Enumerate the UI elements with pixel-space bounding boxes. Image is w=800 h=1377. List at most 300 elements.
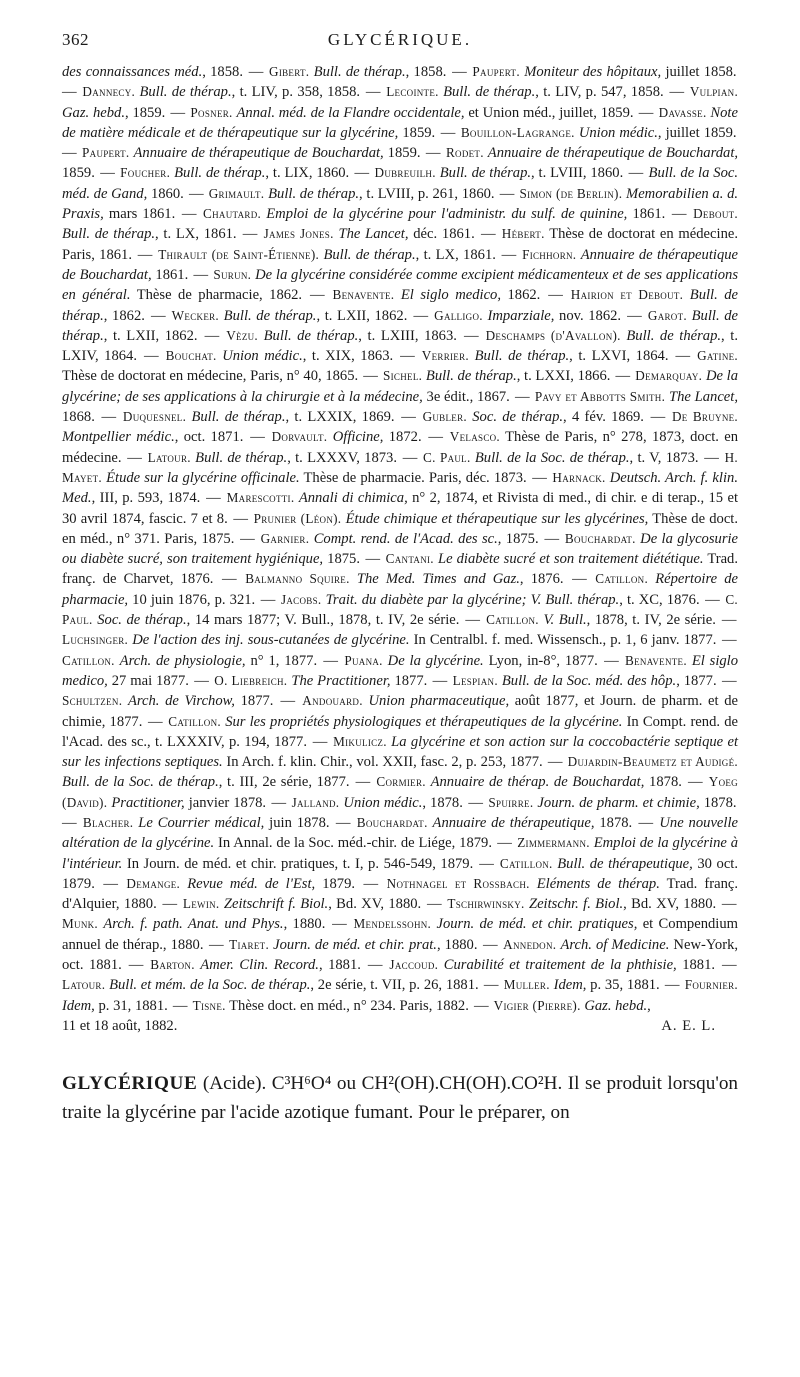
article-qualifier: (Acide). (197, 1072, 272, 1094)
reference-title: Le diabète sucré et son traitement diététique. (437, 551, 704, 568)
reference-details: 1879. (315, 875, 356, 892)
reference-title: Bull. de thérap. (425, 368, 517, 385)
reference-author: C. Paul. (62, 591, 739, 628)
signature-date: 11 et 18 août, 1882. (62, 1017, 178, 1034)
reference-separator: — (716, 957, 737, 974)
reference-details: 1878. (699, 794, 737, 811)
bibliography-reference (175, 206, 665, 222)
reference-title: Annal. méd. de la Flandre occidentale, (236, 104, 465, 121)
reference-author: Balmanno Squire. (245, 571, 350, 587)
bibliography-reference (479, 977, 660, 993)
reference-title: De la glycosurie ou diabète sucré, son traitement hygiénique, (62, 530, 739, 568)
reference-author: Andouard. (302, 693, 363, 709)
reference-separator: — (496, 185, 519, 202)
reference-author: Fournier. (684, 977, 739, 993)
reference-details: 1875. (323, 551, 360, 568)
reference-separator: — (303, 287, 332, 304)
reference-title: Bull. de thérap. (139, 84, 232, 101)
signature-line (62, 1016, 738, 1037)
reference-title: Bull. et mém. de la Soc. de thérap. (109, 977, 311, 994)
reference-details: p. 31, 1881. (94, 997, 168, 1014)
reference-details: n° 1, 1877. (245, 652, 318, 669)
reference-separator: — (422, 896, 446, 913)
reference-separator: — (198, 327, 225, 344)
reference-separator: — (458, 327, 485, 344)
reference-details: , Bd. XV, 1880. (328, 896, 422, 913)
reference-details: 1881. (676, 957, 716, 974)
reference-details: , 4 fév. 1869. (563, 409, 644, 426)
reference-separator: — (541, 287, 570, 304)
bibliography-reference (361, 957, 715, 973)
reference-author: Tschirwinsky. (447, 896, 525, 912)
reference-title: Trait. du diabète par la glycérine; V. Bull. thérap. (325, 591, 620, 608)
reference-author: Demarquay. (635, 368, 703, 384)
reference-title: Bull. de thérap. (263, 327, 359, 344)
reference-author: Puana. (344, 652, 383, 668)
reference-title: Eléments de thérap. (536, 875, 660, 892)
reference-title: Bull. de thérap. (62, 307, 739, 344)
reference-title: Union médic. (343, 794, 423, 811)
reference-details: p. 35, 1881. (586, 977, 660, 994)
reference-author: Bouchardat. (564, 530, 636, 546)
reference-author: Annedon. (503, 936, 557, 952)
reference-separator: — (62, 84, 81, 101)
reference-title: Bull. de thérap. (439, 165, 532, 182)
reference-title: El siglo medico, (62, 652, 739, 689)
bibliography-reference (421, 896, 716, 912)
reference-separator: — (564, 571, 594, 588)
reference-details: 1878. (644, 774, 682, 791)
reference-separator: — (123, 449, 147, 466)
reference-separator: — (62, 814, 82, 831)
reference-details: , 14 mars 1877; V. Bull., 1878, t. IV, 2e série. (186, 612, 460, 629)
reference-details: , t. LXXI, 1866. (516, 368, 611, 385)
bibliography-reference (393, 348, 668, 364)
reference-details: , t. LVIII, 1860. (531, 165, 624, 182)
reference-details: , 1878, t. IV, 2e série. (586, 612, 716, 629)
reference-details: , 1877. (676, 672, 717, 689)
bibliography-reference (427, 673, 716, 689)
reference-title: Étude sur la glycérine officinale. (106, 469, 300, 486)
reference-title: The Practitioner, (291, 672, 391, 689)
reference-title: Arch. de Virchow, (127, 693, 235, 710)
reference-title: Arch. of Medicine. (560, 936, 670, 953)
reference-separator: — (143, 713, 167, 730)
bibliography-reference (213, 571, 563, 587)
reference-author: Galligo. (434, 307, 483, 323)
reference-title: La glycérine et son action sur la coccobactérie septique et sur les infections septiques. (62, 733, 739, 771)
bibliography-reference (189, 673, 427, 689)
reference-details: Thèse de doct. en méd., n° 371. Paris, 1875. (62, 510, 739, 547)
reference-separator: — (611, 368, 634, 385)
bibliography-reference (459, 612, 715, 628)
reference-author: Cormier. (376, 774, 426, 790)
reference-title: Annuaire de thérapeutique, (432, 814, 595, 831)
reference-author: Luchsinger. (62, 632, 129, 648)
reference-details: n° 2, 1874, et Rivista di med., di chir. e di terap., 15 et 30 avril 1874, fascic. 7 et 8. (62, 490, 739, 527)
reference-title: Arch. f. path. Anat. und Phys. (103, 916, 284, 933)
reference-separator: — (511, 388, 534, 405)
reference-title: Annuaire de thérap. de Bouchardat, (430, 774, 645, 791)
reference-author: Gubler. (422, 409, 467, 425)
reference-details: Lyon, in-8°, 1877. (483, 652, 598, 669)
reference-title: Arch. de physiologie, (119, 652, 246, 669)
reference-author: O. Liebreich. (214, 672, 288, 688)
reference-details: , t. LIX, 1860. (265, 165, 350, 182)
reference-details: 1878. (594, 814, 633, 831)
bibliography-reference (165, 105, 633, 121)
reference-title: Bull. de thérap. (443, 84, 536, 101)
reference-title: De la glycérine. (387, 652, 484, 669)
reference-details: 1860. (147, 185, 184, 202)
reference-separator: — (717, 632, 737, 649)
reference-author: Duquesnel. (122, 409, 187, 425)
reference-title: El siglo medico, (400, 287, 501, 304)
reference-separator: — (717, 896, 737, 913)
reference-separator: — (666, 206, 692, 223)
reference-separator: — (395, 409, 422, 426)
reference-author: Catillon. (486, 612, 539, 628)
reference-separator: — (460, 612, 485, 629)
bibliography-reference (463, 795, 737, 811)
reference-author: Lewin. (182, 896, 220, 912)
reference-title: De la glycérine; de ses applications à la chirurgie et à la médecine, (62, 368, 738, 405)
reference-separator: — (350, 165, 374, 182)
reference-separator: — (123, 957, 149, 974)
reference-author: Verrier. (421, 348, 469, 364)
reference-author: Lespian. (452, 672, 498, 688)
reference-separator: — (717, 612, 737, 629)
reference-title: Officine, (332, 429, 384, 446)
reference-details: juin 1878. (264, 814, 330, 831)
reference-separator: — (599, 652, 624, 669)
reference-details: et Union méd., juillet, 1859. (464, 104, 634, 121)
reference-author: Tiaret. (229, 936, 270, 952)
reference-title: Emploi de la glycérine à l'intérieur. (62, 835, 738, 872)
reference-separator: — (361, 551, 385, 568)
bibliography-reference (95, 876, 355, 892)
reference-separator: — (476, 226, 501, 243)
bibliography-reference (198, 328, 457, 344)
running-title: GLYCÉRIQUE. (327, 30, 473, 49)
reference-separator: — (318, 652, 343, 669)
reference-title: Bull. de thérap. (626, 327, 722, 344)
reference-author: Vigier (Pierre). (493, 997, 581, 1013)
reference-author: Surun. (213, 266, 252, 282)
reference-details: juillet 1858. (661, 64, 737, 80)
reference-details: , t. LIV, p. 358, 1858. (231, 84, 361, 101)
reference-author: Bouchat. (165, 348, 217, 364)
reference-author: Catillon. (499, 855, 553, 871)
reference-author: Benavente. (332, 287, 395, 303)
reference-author: Velasco. (449, 429, 501, 445)
reference-separator: — (235, 530, 260, 547)
reference-details: 1872. (383, 429, 422, 446)
reference-separator: — (470, 997, 493, 1014)
reference-author: Bouchardat. (356, 814, 428, 830)
reference-author: Gibert. (269, 64, 310, 79)
reference-title: Annuaire de thérapeutique de Bouchardat, (133, 145, 384, 162)
bibliography-reference (243, 64, 446, 80)
reference-details: 10 juin 1876, p. 321. (128, 591, 256, 608)
bibliography-reference (317, 653, 598, 669)
reference-title: Bull. de thérap. (195, 449, 288, 466)
reference-author: Vèzu. (226, 327, 259, 343)
reference-title: De la glycérine considérée comme excipient médicamenteux et de ses applications en général. (62, 266, 739, 304)
reference-author: De Bruyne. (671, 409, 739, 425)
reference-author: Foucher. (120, 165, 171, 181)
reference-details: , 1876. (519, 571, 564, 588)
reference-details: , 1858. (405, 64, 447, 80)
bibliography-reference (407, 308, 621, 324)
bibliography-reference (237, 226, 475, 242)
reference-author: Rodet. (445, 145, 484, 161)
reference-title: Bull. de thérap. (313, 64, 406, 80)
reference-details: In Compt. rend. de l'Acad. des sc., t. LXXXIV, p. 194, 1877. (62, 713, 738, 750)
reference-details: New-York, oct. 1881. (62, 936, 739, 974)
reference-title: The Lancet, (338, 226, 409, 243)
reference-title: Bull. de la Soc. de thérap. (474, 449, 630, 466)
reference-author: Paupert. (82, 145, 130, 161)
reference-details: 27 mai 1877. (107, 672, 189, 689)
reference-separator: — (96, 409, 122, 426)
reference-title: Journ. de méd. et chir. pratiques, (436, 916, 638, 933)
reference-author: Gatine. (697, 348, 739, 364)
bibliography-reference (203, 937, 477, 953)
reference-author: H. Mayet. (62, 449, 739, 485)
reference-author: Thirault (de Saint-Étienne). (158, 246, 320, 262)
bibliography-reference (349, 165, 623, 181)
reference-separator: — (96, 875, 125, 892)
reference-author: Latour. (147, 449, 191, 465)
bibliography-reference (184, 186, 495, 202)
reference-details: Thèse de pharmacie. Paris, déc. 1873. (299, 469, 527, 486)
reference-author: Tisne. (192, 997, 226, 1013)
reference-title: Étude chimique et thérapeutique sur les glycérines, (345, 510, 649, 527)
reference-details: , t. LXVI, 1864. (569, 348, 669, 365)
reference-title: Deutsch. Arch. f. klin. Med. (62, 469, 738, 507)
reference-separator: — (214, 571, 244, 588)
reference-separator: — (633, 814, 658, 831)
reference-author: Catillon. (595, 571, 649, 587)
reference-details: In Journ. de méd. et chir. pratiques, t. I, p. 546-549, 1879. (122, 855, 474, 872)
reference-title: Sur les propriétés physiologiques et thérapeutiques de la glycérine. (225, 713, 623, 730)
reference-author: Mikulicz. (333, 733, 387, 749)
reference-author: Hairion et Debout. (570, 287, 684, 303)
reference-separator: — (362, 957, 388, 974)
reference-separator: — (350, 774, 375, 791)
reference-title: Soc. de thérap. (472, 409, 564, 426)
reference-title: Idem, (553, 977, 587, 994)
reference-separator: — (700, 449, 724, 466)
reference-separator: — (436, 124, 460, 141)
bibliography-reference (132, 247, 496, 263)
page-number: 362 (62, 30, 89, 49)
bibliography-reference (302, 287, 540, 303)
reference-author: Dannecy. (82, 84, 136, 100)
reference-title: Bull. de la Soc. méd. des hôp. (501, 672, 677, 689)
reference-title: Bull. de thérap. (474, 348, 570, 365)
reference-author: Fichhorn. (522, 246, 577, 262)
bibliography-reference (330, 815, 633, 831)
reference-separator: — (138, 348, 165, 365)
reference-details: août 1877, et Journ. de pharm. et de chimie, 1877. (62, 693, 738, 730)
reference-title: Zeitschrift f. Biol. (223, 896, 329, 913)
reference-details: 1868. (62, 409, 95, 426)
reference-separator: — (361, 84, 385, 101)
reference-title: Montpellier médic. (62, 429, 175, 446)
reference-details: , t. XC, 1876. (619, 591, 700, 608)
reference-details: , t. LXXXV, 1873. (287, 449, 398, 466)
reference-separator: — (464, 794, 487, 811)
reference-separator: — (201, 490, 226, 507)
reference-separator: — (540, 530, 564, 547)
reference-title: Union médic. (578, 124, 658, 141)
reference-title: Une nouvelle altération de la glycérine. (62, 814, 738, 852)
reference-author: Dujardin-Beaumetz et Audigé. (567, 754, 739, 770)
reference-title: Bull. de thérapeutique, (557, 855, 693, 872)
reference-details: , III, p. 593, 1874. (91, 490, 201, 507)
reference-separator: — (478, 936, 502, 953)
reference-separator: — (189, 266, 212, 283)
reference-separator: — (185, 185, 208, 202)
reference-author: Grimault. (208, 185, 265, 201)
bibliography-reference (168, 998, 469, 1014)
reference-separator: — (146, 307, 171, 324)
reference-details: , t. LX, 1861. (155, 226, 237, 243)
reference-title: Zeitschr. f. Biol. (528, 896, 624, 913)
reference-title: Bull. de thérap. (223, 307, 317, 324)
reference-details: , 1878. (422, 794, 463, 811)
reference-details: nov. 1862. (554, 307, 622, 324)
reference-title: Revue méd. de l'Est, (187, 875, 316, 892)
reference-details: , Bd. XV, 1880. (623, 896, 717, 913)
reference-author: Cantani. (385, 551, 434, 567)
reference-separator: — (622, 307, 647, 324)
reference-title: Compt. rend. de l'Acad. des sc. (313, 530, 498, 547)
reference-author: Paupert. (472, 64, 520, 79)
reference-separator: — (326, 916, 353, 933)
reference-details: , t. LXIII, 1863. (358, 327, 457, 344)
reference-details: , 1880. (283, 916, 326, 933)
reference-separator: — (701, 591, 724, 608)
reference-separator: — (274, 693, 301, 710)
reference-separator: — (428, 672, 452, 689)
bibliography-reference (243, 429, 421, 445)
reference-details: , 1862. (103, 307, 145, 324)
reference-title: des connaissances méd. (62, 64, 203, 80)
reference-separator: — (133, 246, 157, 263)
reference-details: 30 oct. 1879. (62, 855, 738, 892)
reference-title: Annuaire de thérapeutique de Bouchardat, (62, 246, 739, 283)
reference-separator: — (497, 246, 521, 263)
reference-author: Marescotti. (226, 490, 295, 506)
reference-separator: — (408, 307, 433, 324)
reference-separator: — (169, 997, 192, 1014)
reference-title: Bull. de thérap. (174, 165, 266, 182)
reference-title: Bull. de thérap. (62, 287, 739, 324)
bibliography-reference (360, 84, 664, 100)
reference-details: , t. LX, 1861. (415, 246, 496, 263)
reference-author: Yoeg (David). (62, 774, 738, 810)
bibliography-reference (397, 450, 699, 466)
reference-title: Bull. de thérap. (191, 409, 286, 426)
reference-details: , 1859. (125, 104, 166, 121)
reference-author: Vulpian. (689, 84, 739, 100)
bibliography-reference (145, 308, 407, 324)
reference-author: Spuirre. (488, 794, 534, 810)
reference-separator: — (331, 814, 356, 831)
reference-details: , 1881. (318, 957, 361, 974)
reference-title: Curabilité et traitement de la phthisie, (443, 957, 677, 974)
reference-details: Thèse de pharmacie, 1862. (130, 287, 303, 304)
reference-author: Garnier. (260, 530, 310, 546)
reference-separator: — (244, 64, 268, 80)
reference-separator: — (356, 875, 386, 892)
reference-title: V. Bull. (543, 612, 587, 629)
reference-details: 1859. (383, 145, 421, 162)
reference-author: Blacher. (82, 814, 134, 830)
reference-title: Idem, (62, 997, 95, 1014)
reference-title: Practitioner, (111, 794, 185, 811)
reference-title: Journ. de pharm. et chimie, (537, 794, 700, 811)
reference-author: Davasse. (658, 104, 707, 120)
reference-author: Jaccoud. (389, 957, 439, 973)
reference-details: Thèse de doctorat en médecine, Paris, n° 40, 1865. (62, 368, 359, 385)
reference-author: Hébert. (501, 226, 545, 242)
reference-details: , t. III, 2e série, 1877. (218, 774, 350, 791)
reference-details: In Centralbl. f. med. Wissensch., p. 1, 6 janv. 1877. (409, 632, 717, 649)
reference-title: Bull. de thérap. (323, 246, 416, 263)
reference-separator: — (528, 469, 551, 486)
article-entry (62, 1069, 738, 1127)
reference-details: , t. LXXIX, 1869. (285, 409, 395, 426)
reference-separator: — (493, 835, 516, 852)
reference-details: mars 1861. (103, 206, 176, 223)
bibliography-reference (395, 409, 644, 425)
reference-title: Le Courrier médical, (138, 814, 265, 831)
reference-details: , t. LVIII, p. 261, 1860. (359, 185, 495, 202)
reference-title: Annali di chimica, (298, 490, 408, 507)
reference-author: Latour. (62, 977, 106, 993)
reference-separator: — (204, 936, 228, 953)
reference-details: , 1880. (436, 936, 478, 953)
bibliography-reference (234, 531, 538, 547)
reference-separator: — (423, 429, 449, 446)
bibliography-reference (469, 998, 651, 1014)
reference-details: 1877. (390, 672, 428, 689)
reference-details: 3e édit., 1867. (422, 388, 510, 405)
bibliography-reference (95, 409, 395, 425)
bibliography-reference (350, 774, 682, 790)
reference-separator: — (669, 348, 696, 365)
reference-title: Répertoire de pharmacie, (62, 571, 738, 608)
reference-author: Barton. (150, 957, 195, 973)
reference-details: In Arch. f. klin. Chir., vol. XXII, fasc. 2, p. 253, 1877. (222, 754, 543, 771)
reference-author: Munk. (62, 916, 99, 932)
reference-separator: — (421, 145, 445, 162)
reference-separator: — (176, 206, 202, 223)
reference-author: Dorvault. (271, 429, 328, 445)
bibliography-reference (358, 368, 610, 384)
reference-details: 1859. (62, 165, 95, 182)
reference-author: Prunier (Léon). (253, 510, 342, 526)
reference-separator: — (683, 774, 708, 791)
reference-details: Trad. franç. d'Alquier, 1880. (62, 875, 738, 913)
page-header (62, 28, 738, 62)
reference-author: Dubreuilh. (374, 165, 436, 181)
reference-details: , t. LXII, 1862. (103, 327, 198, 344)
